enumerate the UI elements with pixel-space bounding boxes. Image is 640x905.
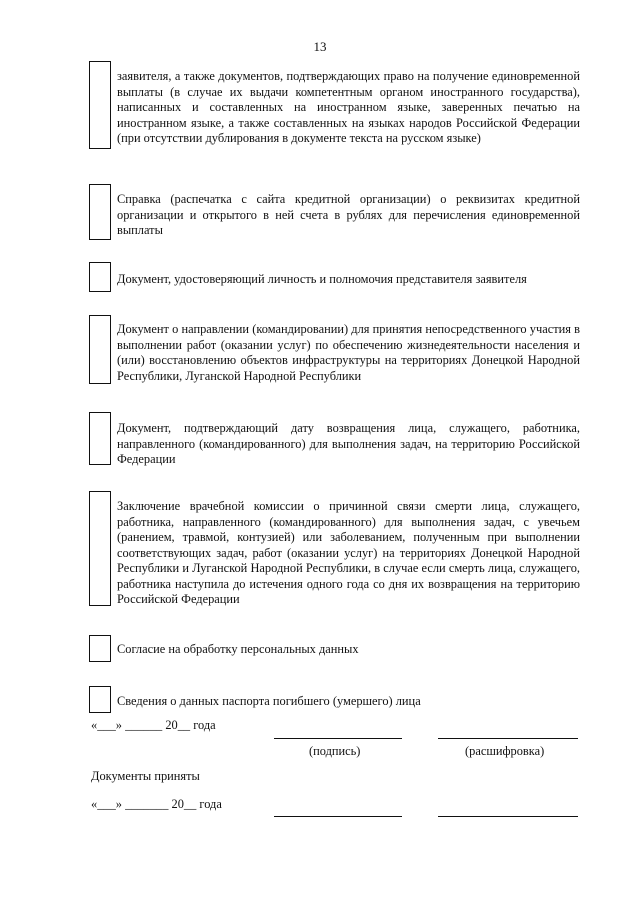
checkbox-2[interactable] — [89, 184, 111, 240]
checklist-item-7-text: Согласие на обработку персональных данных — [117, 642, 359, 656]
checkbox-6[interactable] — [89, 491, 111, 606]
checklist-item-2-text: Справка (распечатка с сайта кредитной организации) о реквизитах кредитной организации и открытого в ней счета в рублях для перечисления единовременной выплаты — [117, 192, 580, 237]
checkbox-3[interactable] — [89, 262, 111, 292]
accepted-decoding-underline — [438, 816, 578, 817]
checklist-item-6-text: Заключение врачебной комиссии о причинной связи смерти лица, служащего, работника, направленного (командированного) для выполнения задач, с увечьем (ранением, травмой, контузией) или заболеванием, полученным при выполнении соответствующих задач, работ (оказании услуг) на территориях Донецкой Народной Республики и Луганской Народной Республики, в случае если смерть лица, служащего, работника наступила до истечения одного года со дня их возвращения на территорию Российской Федерации — [117, 499, 580, 606]
date-line-applicant: «___» ______ 20__ года — [91, 718, 216, 732]
date-line-accepted: «___» _______ 20__ года — [91, 797, 222, 811]
checklist-item-5-text: Документ, подтверждающий дату возвращения лица, служащего, работника, направленного (командированного) для выполнения задач, на территорию Российской Федерации — [117, 421, 580, 466]
checkbox-5[interactable] — [89, 412, 111, 465]
checklist-item-4-text: Документ о направлении (командировании) для принятия непосредственного участия в выполнении работ (оказании услуг) по обеспечению жизнедеятельности населения и (или) восстановлению объектов инфраструктуры на территориях Донецкой Народной Республики, Луганской Народной Республики — [117, 322, 580, 383]
checklist-item-3-text: Документ, удостоверяющий личность и полномочия представителя заявителя — [117, 272, 527, 286]
checkbox-1[interactable] — [89, 61, 111, 149]
decoding-label: (расшифровка) — [465, 744, 545, 758]
checkbox-4[interactable] — [89, 315, 111, 384]
page-number: 13 — [313, 39, 327, 54]
signature-label: (подпись) — [309, 744, 361, 758]
checkbox-7[interactable] — [89, 635, 111, 662]
accepted-signature-underline — [274, 816, 402, 817]
checkbox-8[interactable] — [89, 686, 111, 713]
decoding-underline — [438, 738, 578, 739]
signature-underline — [274, 738, 402, 739]
checklist-item-8-text: Сведения о данных паспорта погибшего (умершего) лица — [117, 694, 421, 708]
documents-accepted-label: Документы приняты — [91, 769, 200, 783]
checklist-item-1-text: заявителя, а также документов, подтверждающих право на получение единовременной выплаты (в случае их выдачи компетентным органом иностранного государства), написанных и составленных на иностранном языке, заверенных печатью на иностранном языке, а также составленных на языках народов Российской Федерации (при отсутствии дублирования в документе текста на русском языке) — [117, 69, 580, 145]
